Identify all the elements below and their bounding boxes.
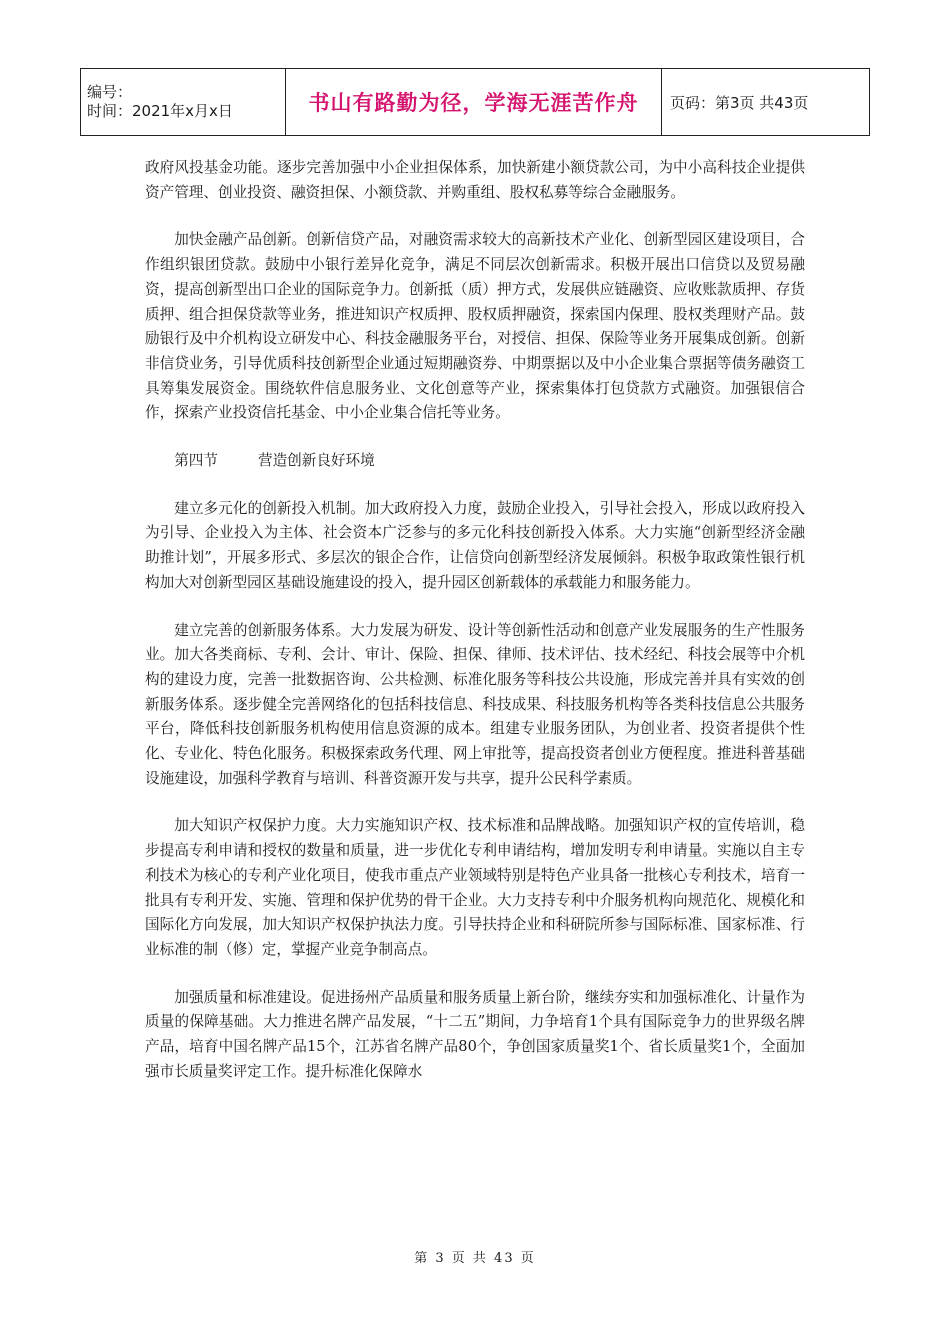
paragraph-financial-innovation: 加快金融产品创新。创新信贷产品，对融资需求较大的高新技术产业化、创新型园区建设项目，合作组织银团贷款。鼓励中小银行差异化竞争，满足不同层次创新需求。积极开展出口信贷以及贸易融资，提高创新型出口企业的国际竞争力。创新抵（质）押方式，发展供应链融资、应收账款质押、存货质押、组合担保贷款等业务，推进知识产权质押、股权质押融资，探索国内保理、股权类理财产品。鼓励银行及中介机构设立研发中心、科技金融服务平台，对授信、担保、保险等业务开展集成创新。创新非信贷业务，引导优质科技创新型企业通过短期融资券、中期票据以及中小企业集合票据等债务融资工具筹集发展资金。围绕软件信息服务业、文化创意等产业，探索集体打包贷款方式融资。加强银信合作，探索产业投资信托基金、中小企业集合信托等业务。 bbox=[145, 231, 805, 422]
document-header bbox=[80, 68, 870, 136]
header-meta-cell bbox=[81, 69, 286, 136]
paragraph-continuation: 政府风投基金功能。逐步完善加强中小企业担保体系，加快新建小额贷款公司，为中小高科技企业提供资产管理、创业投资、融资担保、小额贷款、并购重组、股权私募等综合金融服务。 bbox=[145, 159, 805, 201]
paragraph-ip-protection: 加大知识产权保护力度。大力实施知识产权、技术标准和品牌战略。加强知识产权的宣传培训，稳步提高专利申请和授权的数量和质量，进一步优化专利申请结构，增加发明专利申请量。实施以自主专利技术为核心的专利产业化项目，使我市重点产业领域特别是特色产业具备一批核心专利技术，培育一批具有专利开发、实施、管理和保护优势的骨干企业。大力支持专利中介服务机构向规范化、规模化和国际化方向发展，加大知识产权保护执法力度。引导扶持企业和科研院所参与国际标准、国家标准、行业标准的制（修）定，掌握产业竞争制高点。 bbox=[145, 817, 805, 958]
header-motto: 书山有路勤为径，学海无涯苦作舟 bbox=[286, 69, 662, 136]
header-page-info: 页码：第3页 共43页 bbox=[662, 69, 870, 136]
document-time-label: 时间：2021年x月x日 bbox=[87, 102, 233, 120]
section-number: 第四节 bbox=[174, 452, 218, 470]
document-number-label: 编号： bbox=[87, 83, 133, 101]
paragraph-service-system: 建立完善的创新服务体系。大力发展为研发、设计等创新性活动和创意产业发展服务的生产性服务业。加大各类商标、专利、会计、审计、保险、担保、律师、技术评估、技术经纪、科技会展等中介机构的建设力度，完善一批数据咨询、公共检测、标准化服务等科技公共设施，形成完善并具有实效的创新服务体系。逐步健全完善网络化的包括科技信息、科技成果、科技服务机构等各类科技信息公共服务平台，降低科技创新服务机构使用信息资源的成本。组建专业服务团队，为创业者、投资者提供个性化、专业化、特色化服务。积极探索政务代理、网上审批等，提高投资者创业方便程度。推进科普基础设施建设，加强科学教育与培训、科普资源开发与共享，提升公民科学素质。 bbox=[145, 621, 805, 787]
section-heading bbox=[145, 449, 805, 474]
page-footer: 第 3 页 共 43 页 bbox=[414, 1251, 536, 1266]
paragraph-investment-mechanism: 建立多元化的创新投入机制。加大政府投入力度，鼓励企业投入，引导社会投入，形成以政府投入为引导、企业投入为主体、社会资本广泛参与的多元化科技创新投入体系。大力实施“创新型经济金融助推计划”，开展多形式、多层次的银企合作，让信贷向创新型经济发展倾斜。积极争取政策性银行机构加大对创新型园区基础设施建设的投入，提升园区创新载体的承载能力和服务能力。 bbox=[145, 499, 805, 591]
section-title: 营造创新良好环境 bbox=[257, 452, 375, 470]
document-body bbox=[145, 156, 805, 1108]
paragraph-quality-standards: 加强质量和标准建设。促进扬州产品质量和服务质量上新台阶，继续夯实和加强标准化、计量作为质量的保障基础。大力推进名牌产品发展，“十二五”期间，力争培育1个具有国际竞争力的世界级名牌产品，培育中国名牌产品15个，江苏省名牌产品80个，争创国家质量奖1个、省长质量奖1个，全面加强市长质量奖评定工作。提升标准化保障水 bbox=[145, 988, 805, 1080]
